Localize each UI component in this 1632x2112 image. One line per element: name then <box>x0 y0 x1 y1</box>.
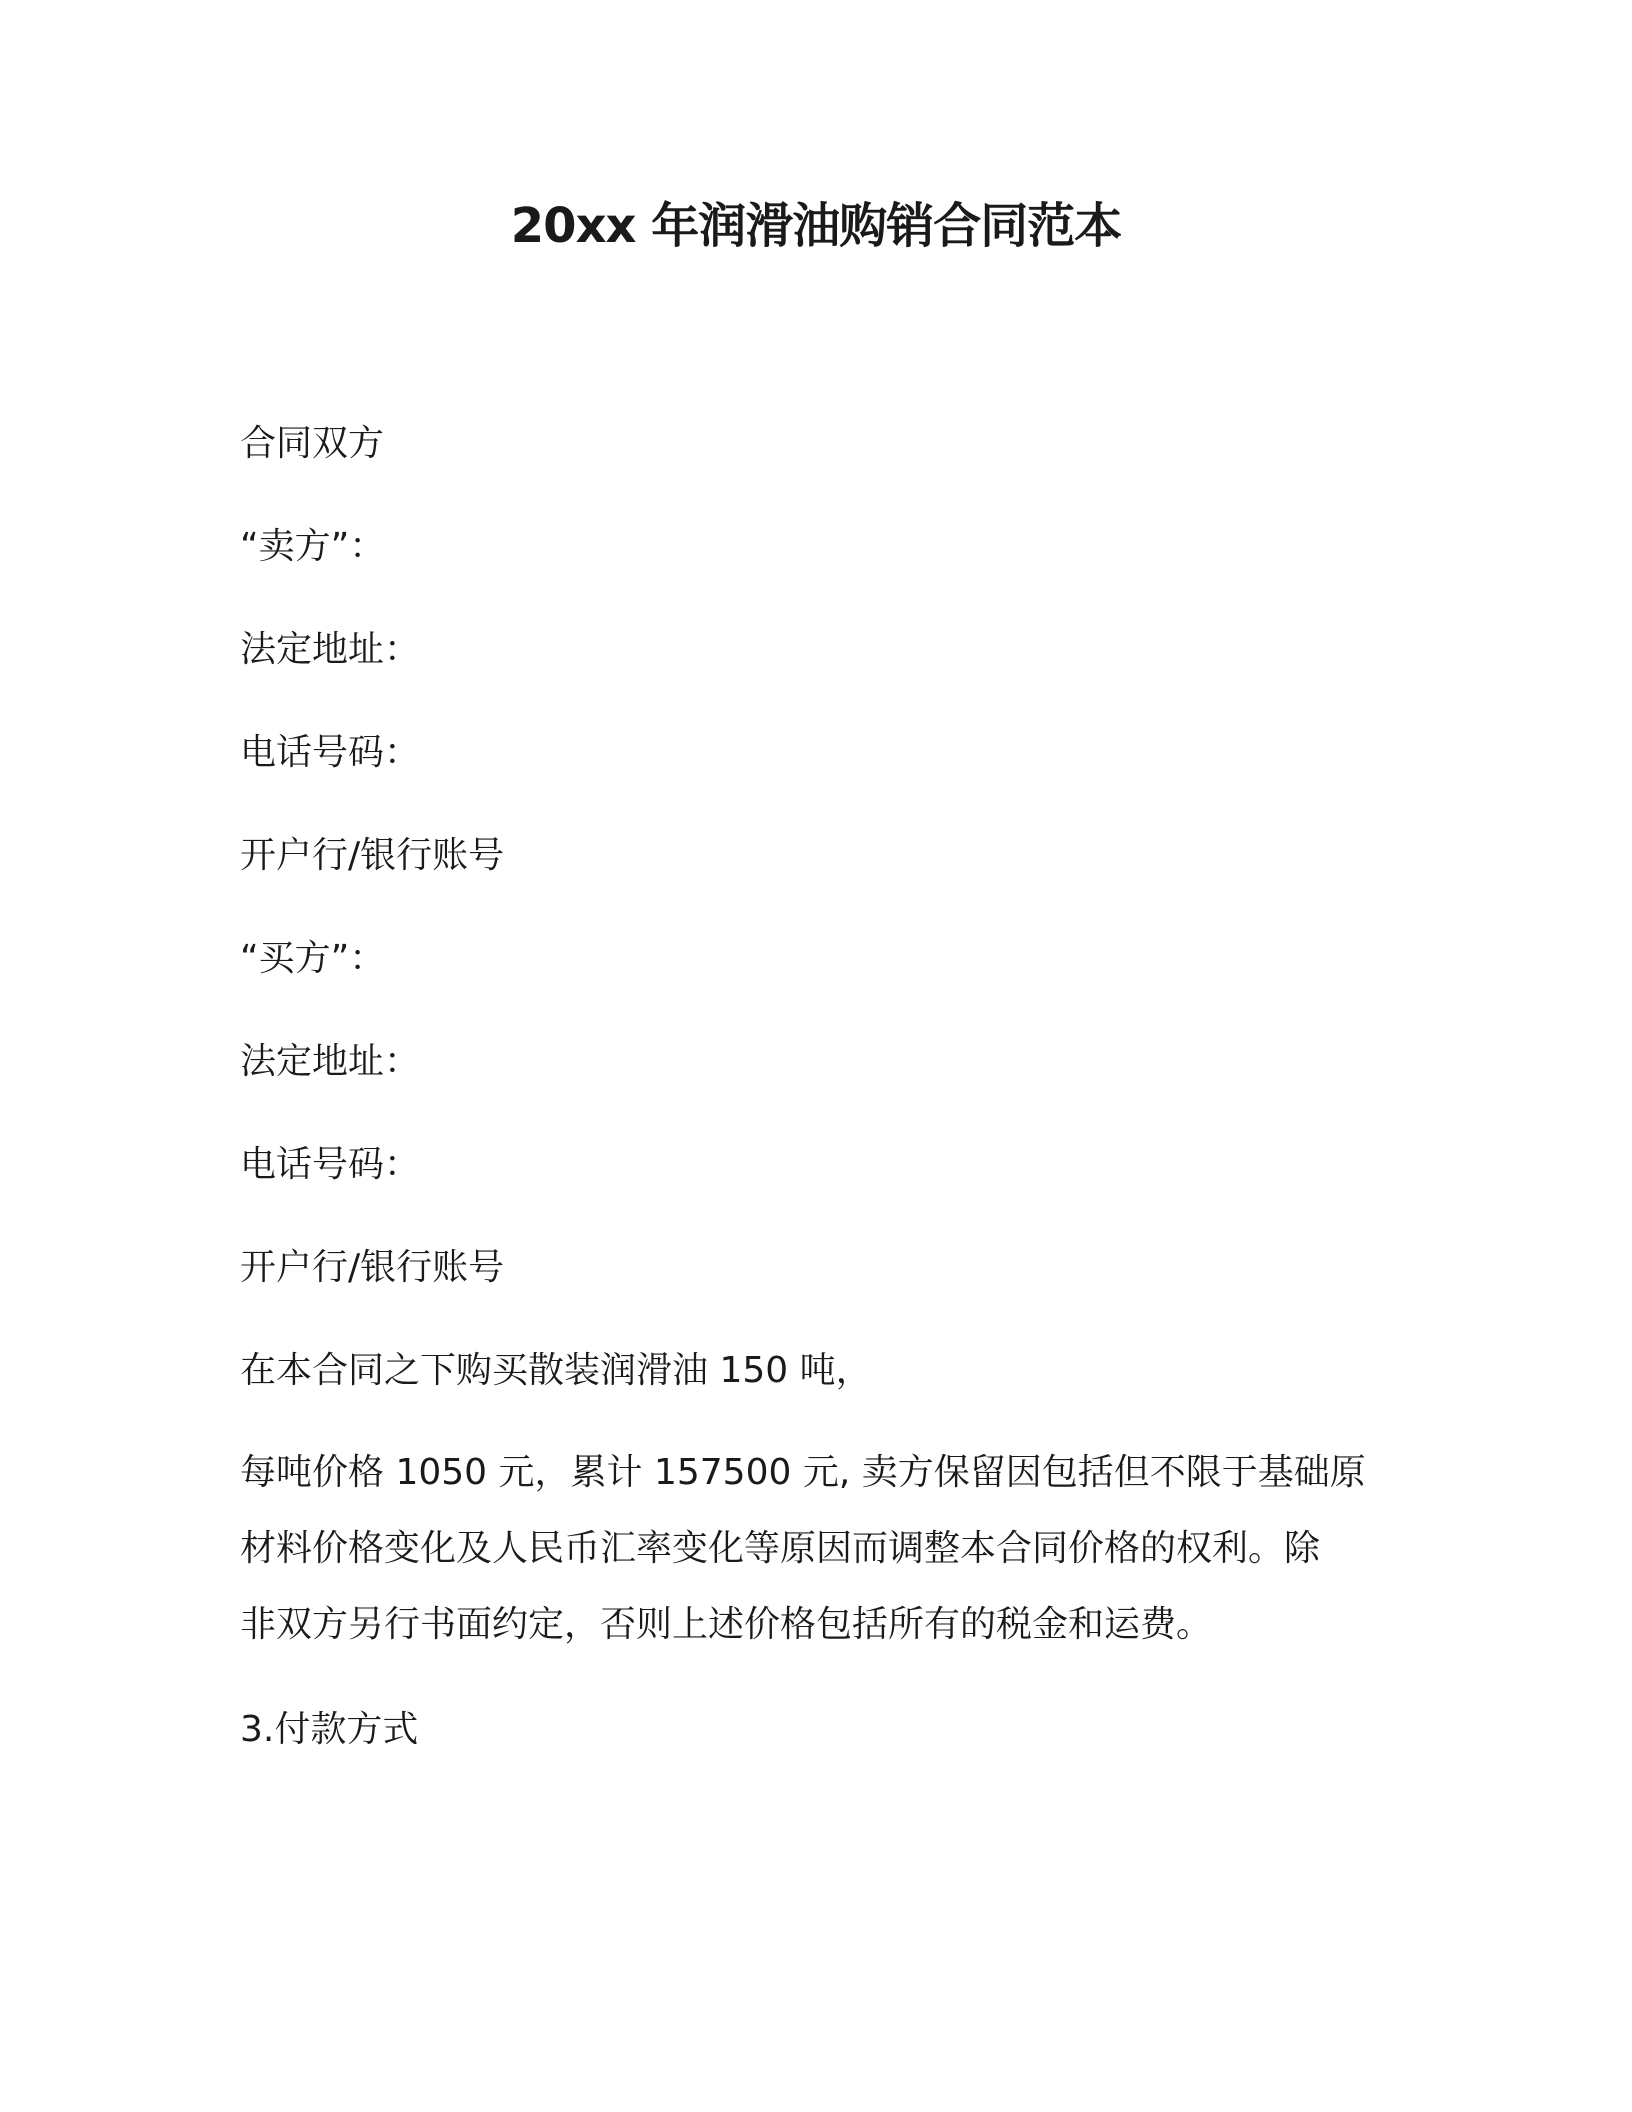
price-paragraph <box>240 1435 1390 1663</box>
buyer-bank-label: 开户行/银行账号 <box>240 1247 505 1288</box>
price-paragraph-line: 每吨价格 1050 元，累计 157500 元, 卖方保留因包括但不限于基础原 <box>240 1452 1366 1493</box>
purchase-quantity-text: 在本合同之下购买散装润滑油 150 吨， <box>240 1350 872 1391</box>
section-heading-payment: 3.付款方式 <box>240 1709 419 1750</box>
seller-phone-label: 电话号码： <box>240 732 421 773</box>
buyer-address-label: 法定地址： <box>240 1041 421 1082</box>
price-paragraph-line: 非双方另行书面约定，否则上述价格包括所有的税金和运费。 <box>240 1604 1213 1645</box>
seller-label: “卖方”： <box>240 526 386 567</box>
buyer-label: “买方”： <box>240 938 386 979</box>
document-title: 20xx 年润滑油购销合同范本 <box>510 198 1122 254</box>
seller-bank-label: 开户行/银行账号 <box>240 835 505 876</box>
parties-heading: 合同双方 <box>240 423 385 464</box>
seller-address-label: 法定地址： <box>240 629 421 670</box>
buyer-phone-label: 电话号码： <box>240 1144 421 1185</box>
price-paragraph-line: 材料价格变化及人民币汇率变化等原因而调整本合同价格的权利。除 <box>240 1528 1321 1569</box>
